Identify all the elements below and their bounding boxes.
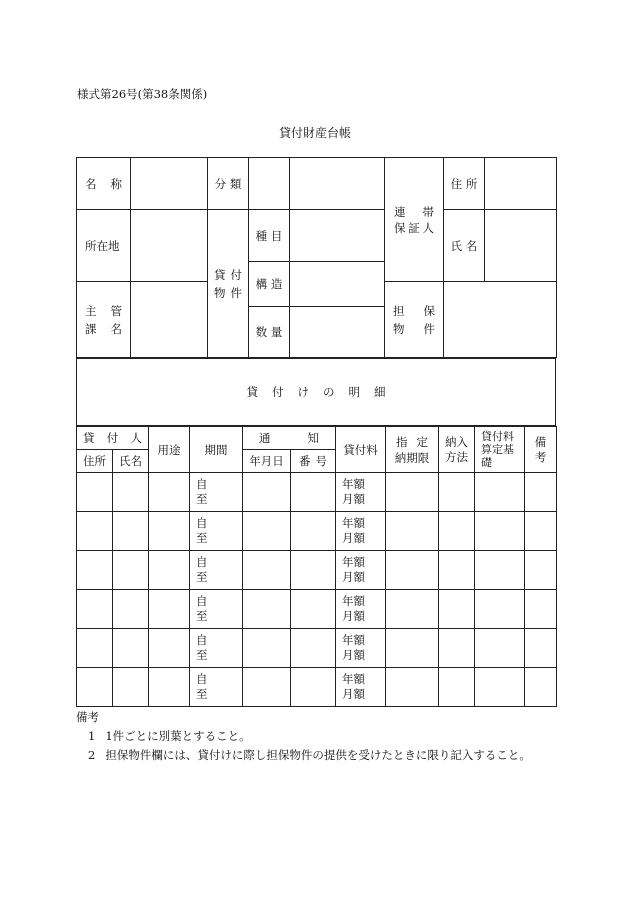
table-row [77,512,557,551]
type-value[interactable] [290,210,385,262]
fee-cell[interactable] [336,590,386,629]
fee-cell[interactable] [336,473,386,512]
yearly-label: 年額 [342,555,365,569]
notes-title: 備考 [76,710,99,724]
address-label: 住 所 [444,158,485,210]
table-cell[interactable] [113,668,149,707]
monthly-label: 月額 [342,609,365,623]
page-title: 貸付財産台帳 [278,126,351,140]
lender-address-header: 住所 [77,450,113,473]
table-cell[interactable] [149,551,190,590]
period-header: 期間 [190,427,243,473]
notice-number-header: 番 号 [291,450,336,473]
table-cell[interactable] [475,629,525,668]
monthly-label: 月額 [342,648,365,662]
to-label: 至 [196,492,208,506]
from-label: 自 [196,555,208,569]
structure-label: 構 造 [249,262,290,307]
to-label: 至 [196,609,208,623]
table-cell[interactable] [439,668,475,707]
table-cell[interactable] [113,629,149,668]
table-cell[interactable] [525,590,557,629]
table-cell[interactable] [113,512,149,551]
monthly-label: 月額 [342,687,365,701]
yearly-label: 年額 [342,594,365,608]
table-cell[interactable] [291,629,336,668]
period-cell[interactable] [190,668,243,707]
loan-property-label: 貸 付 物 件 [208,210,249,358]
fee-cell[interactable] [336,629,386,668]
table-cell[interactable] [475,590,525,629]
guarantor-label: 連 帯 保 証 人 [385,158,444,282]
table-cell[interactable] [386,473,439,512]
address-value[interactable] [485,158,557,210]
fee-cell[interactable] [336,668,386,707]
table-cell[interactable] [475,668,525,707]
monthly-label: 月額 [342,570,365,584]
to-label: 至 [196,570,208,584]
period-cell[interactable] [190,590,243,629]
period-cell[interactable] [190,551,243,590]
location-label: 所在地 [77,210,131,282]
table-cell[interactable] [291,590,336,629]
from-label: 自 [196,477,208,491]
detail-table [76,426,557,707]
structure-value[interactable] [290,262,385,307]
yearly-label: 年額 [342,672,365,686]
table-cell[interactable] [475,473,525,512]
use-header: 用途 [149,427,190,473]
guarantor-name-value[interactable] [485,210,557,282]
table-row [77,668,557,707]
period-cell[interactable] [190,473,243,512]
note-item: 1 1件ごとに別葉とすること。 [88,729,251,743]
table-row [77,551,557,590]
quantity-label: 数 量 [249,307,290,358]
table-cell[interactable] [77,551,113,590]
notice-date-header: 年月日 [243,450,291,473]
table-cell[interactable] [291,668,336,707]
notice-header: 通 知 [243,427,336,450]
table-cell[interactable] [243,512,291,551]
table-cell[interactable] [291,551,336,590]
table-row [77,473,557,512]
basis-header: 貸付料 算定基 礎 [475,427,525,473]
notes [76,708,531,765]
table-cell[interactable] [291,473,336,512]
table-cell[interactable] [243,473,291,512]
table-cell[interactable] [525,473,557,512]
table-cell[interactable] [243,668,291,707]
yearly-label: 年額 [342,477,365,491]
table-cell[interactable] [149,473,190,512]
from-label: 自 [196,672,208,686]
table-cell[interactable] [77,512,113,551]
form-number: 様式第26号(第38条関係) [77,87,208,101]
category-label: 分 類 [208,158,249,210]
table-cell[interactable] [149,629,190,668]
table-row [77,590,557,629]
guarantor-name-label: 氏 名 [444,210,485,282]
note-item: 2 担保物件欄には、貸付けに際し担保物件の提供を受けたときに限り記入すること。 [88,748,531,762]
yearly-label: 年額 [342,633,365,647]
quantity-value[interactable] [290,307,385,358]
fee-cell[interactable] [336,551,386,590]
lender-header: 貸 付 人 [77,427,149,450]
monthly-label: 月額 [342,531,365,545]
category-value-2[interactable] [290,158,385,210]
table-cell[interactable] [475,551,525,590]
to-label: 至 [196,648,208,662]
table-row [77,629,557,668]
table-cell[interactable] [149,590,190,629]
table-cell[interactable] [386,551,439,590]
to-label: 至 [196,687,208,701]
from-label: 自 [196,516,208,530]
table-cell[interactable] [77,629,113,668]
remarks-header: 備 考 [525,427,557,473]
property-table [76,157,557,358]
table-cell[interactable] [77,590,113,629]
table-cell[interactable] [113,473,149,512]
table-cell[interactable] [525,629,557,668]
table-cell[interactable] [243,590,291,629]
table-cell[interactable] [149,668,190,707]
name-value[interactable] [131,158,208,210]
period-cell[interactable] [190,512,243,551]
collateral-value[interactable] [444,282,557,358]
period-cell[interactable] [190,629,243,668]
table-cell[interactable] [439,551,475,590]
detail-section [76,358,556,426]
collateral-label: 担 保 物 件 [385,282,444,358]
table-cell[interactable] [243,629,291,668]
type-label: 種 目 [249,210,290,262]
table-cell[interactable] [439,629,475,668]
fee-cell[interactable] [336,512,386,551]
deadline-header: 指 定 納期限 [386,427,439,473]
table-cell[interactable] [113,590,149,629]
table-cell[interactable] [439,473,475,512]
monthly-label: 月額 [342,492,365,506]
location-value[interactable] [131,210,208,282]
dept-label: 主 管 課 名 [77,282,131,358]
fee-header: 貸付料 [336,427,386,473]
table-cell[interactable] [77,668,113,707]
table-cell[interactable] [113,551,149,590]
table-cell[interactable] [439,512,475,551]
from-label: 自 [196,594,208,608]
name-label: 名 称 [77,158,131,210]
to-label: 至 [196,531,208,545]
table-cell[interactable] [386,590,439,629]
table-cell[interactable] [475,512,525,551]
detail-title: 貸 付 け の 明 細 [77,359,556,426]
table-cell[interactable] [439,590,475,629]
category-value[interactable] [249,158,290,210]
table-cell[interactable] [77,473,113,512]
dept-value[interactable] [131,282,208,358]
table-cell[interactable] [291,512,336,551]
yearly-label: 年額 [342,516,365,530]
table-cell[interactable] [525,668,557,707]
method-header: 納入 方法 [439,427,475,473]
table-cell[interactable] [386,629,439,668]
table-cell[interactable] [243,551,291,590]
table-cell[interactable] [525,551,557,590]
lender-name-header: 氏名 [113,450,149,473]
table-cell[interactable] [386,668,439,707]
table-cell[interactable] [149,512,190,551]
from-label: 自 [196,633,208,647]
table-cell[interactable] [386,512,439,551]
table-cell[interactable] [525,512,557,551]
